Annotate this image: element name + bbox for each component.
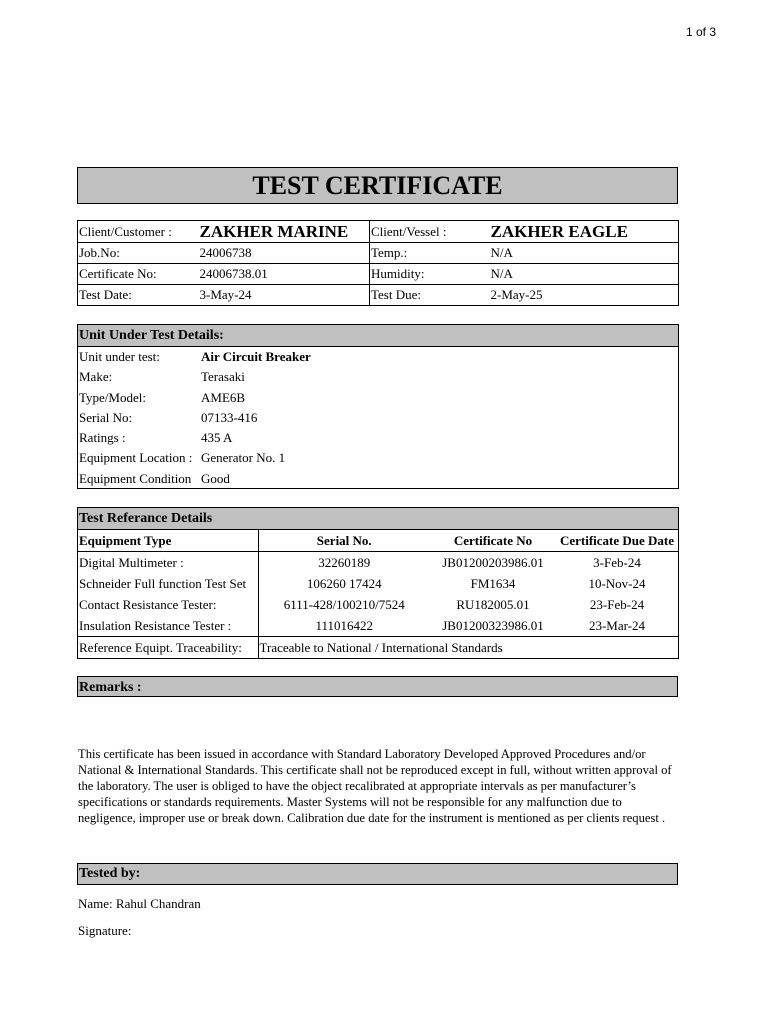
temp-label: Temp.:: [370, 243, 490, 264]
client-customer-label: Client/Customer :: [78, 221, 199, 243]
remarks-header: Remarks :: [77, 676, 678, 697]
serial-no-cell: 6111-428/100210/7524: [283, 596, 405, 612]
test-reference-section: [77, 507, 679, 659]
test-date-value: 3-May-24: [199, 285, 370, 306]
due-date-cell: 23-Mar-24: [588, 617, 646, 633]
equipment-type-cell: Contact Resistance Tester:: [78, 594, 258, 615]
due-date-cell: 3-Feb-24: [593, 554, 641, 570]
tested-by-header: Tested by:: [77, 863, 678, 885]
unit-section-header: Unit Under Test Details:: [78, 325, 678, 347]
certificate-no-label: Certificate No:: [78, 264, 199, 285]
unit-label: Equipment Location :: [79, 450, 193, 466]
traceability-row: [78, 637, 678, 659]
certificate-no-cell: FM1634: [470, 575, 516, 591]
serial-no-cell: 32260189: [318, 554, 371, 570]
unit-label: Serial No:: [79, 409, 133, 425]
client-vessel-label: Client/Vessel :: [370, 221, 490, 243]
client-details-table: [77, 220, 679, 306]
job-row: [78, 243, 679, 264]
page-number: 1 of 3: [686, 25, 717, 39]
certificate-statement: This certificate has been issued in accordance with Standard Laboratory Developed Approved Procedures and/or National & International Standards. This certificate shall not be reproduced except in full, without written approval of the laboratory. The user is obliged to have the object recalibrated at appropriate intervals as per manufacturer’s specifications or standards requirements. Master Systems will not be responsible for any malfunction due to negligence, improper use or break down. Calibration due date for the instrument is mentioned as per clients request .: [78, 747, 672, 825]
table-row: [78, 594, 678, 615]
unit-row: [78, 428, 678, 448]
certificate-title: TEST CERTIFICATE: [77, 167, 678, 204]
unit-row: [78, 469, 678, 489]
unit-value: Generator No. 1: [201, 450, 286, 466]
unit-under-test-section: [77, 324, 679, 489]
column-header: Equipment Type: [78, 530, 258, 552]
reference-section-header: Test Referance Details: [78, 508, 678, 530]
client-vessel-value: ZAKHER EAGLE: [490, 221, 679, 243]
unit-value: Terasaki: [201, 369, 245, 385]
due-date-cell: 23-Feb-24: [589, 596, 645, 612]
job-no-value: 24006738: [199, 243, 370, 264]
certificate-no-cell: RU182005.01: [456, 596, 530, 612]
signature-label: Signature:: [78, 923, 132, 938]
unit-value: Good: [201, 470, 230, 486]
unit-value: Air Circuit Breaker: [201, 349, 311, 364]
unit-label: Type/Model:: [79, 389, 146, 405]
unit-label: Ratings :: [79, 430, 126, 446]
test-date-row: [78, 285, 679, 306]
unit-row: [78, 408, 678, 428]
reference-table: [78, 530, 678, 658]
test-due-value: 2-May-25: [490, 285, 679, 306]
column-header: Certificate No: [430, 530, 556, 552]
table-row: [78, 615, 678, 637]
certificate-no-cell: JB01200203986.01: [442, 554, 544, 570]
unit-row: [78, 388, 678, 408]
traceability-label: Reference Equipt. Traceability:: [78, 637, 258, 659]
serial-no-cell: 106260 17424: [306, 575, 382, 591]
certificate-row: [78, 264, 679, 285]
unit-row: [78, 367, 678, 387]
unit-label: Unit under test:: [79, 349, 160, 364]
unit-row: [78, 347, 678, 367]
table-row: [78, 573, 678, 594]
certificate-no-cell: JB01200323986.01: [442, 617, 544, 633]
temp-value: N/A: [490, 243, 679, 264]
test-due-label: Test Due:: [370, 285, 490, 306]
client-customer-value: ZAKHER MARINE: [199, 221, 370, 243]
reference-header-row: [78, 530, 678, 552]
column-header: Certificate Due Date: [556, 530, 678, 552]
client-row: [78, 221, 679, 243]
traceability-value: Traceable to National / International Standards: [258, 637, 678, 659]
unit-value: 435 A: [201, 430, 233, 446]
equipment-type-cell: Digital Multimeter :: [78, 552, 258, 574]
unit-row: [78, 448, 678, 468]
unit-value: 07133-416: [201, 409, 258, 425]
tester-name: Name: Rahul Chandran: [78, 896, 201, 911]
humidity-value: N/A: [490, 264, 679, 285]
table-row: [78, 552, 678, 574]
equipment-type-cell: Insulation Resistance Tester :: [78, 615, 258, 637]
job-no-label: Job.No:: [78, 243, 199, 264]
unit-label: Make:: [79, 369, 113, 385]
unit-value: AME6B: [201, 389, 246, 405]
unit-label: Equipment Condition: [79, 470, 192, 486]
serial-no-cell: 111016422: [315, 617, 374, 633]
humidity-label: Humidity:: [370, 264, 490, 285]
due-date-cell: 10-Nov-24: [588, 575, 646, 591]
equipment-type-cell: Schneider Full function Test Set: [78, 573, 258, 594]
certificate-no-value: 24006738.01: [199, 264, 370, 285]
column-header: Serial No.: [258, 530, 430, 552]
test-date-label: Test Date:: [78, 285, 199, 306]
